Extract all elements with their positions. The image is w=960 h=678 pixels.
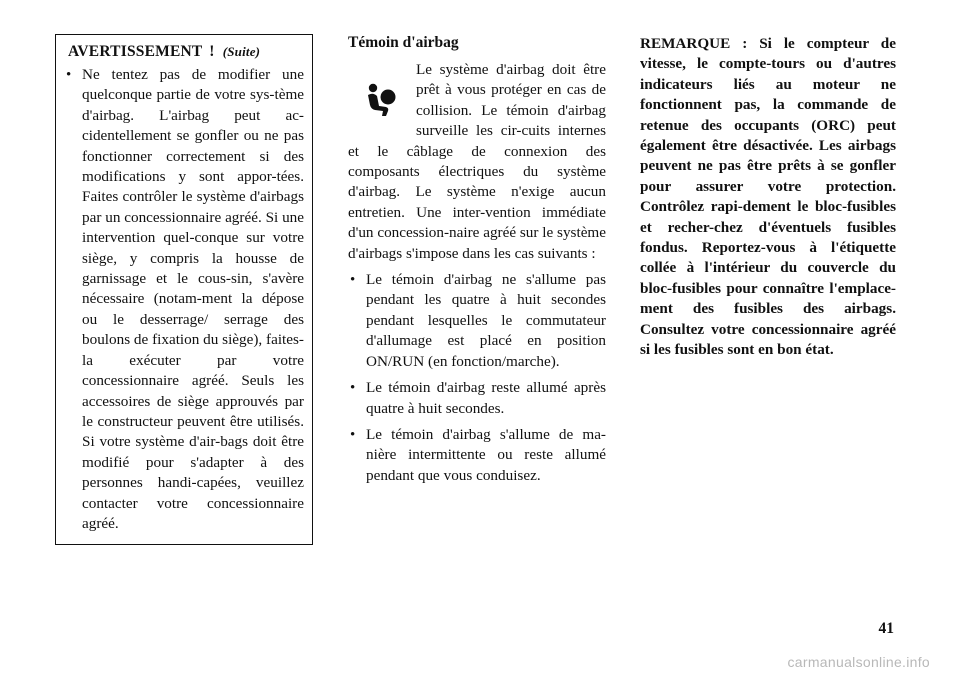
list-item — [348, 425, 606, 486]
airbag-section-title: Témoin d'airbag — [348, 34, 459, 51]
list-item — [348, 378, 606, 419]
list-item-text: Le témoin d'airbag s'allume de ma-nière intermittente ou reste allumé pendant que vous conduisez. — [366, 425, 606, 484]
airbag-conditions-list — [348, 270, 606, 486]
note-paragraph: REMARQUE : Si le compteur de vitesse, le compte-tours ou d'autres indicateurs liés au moteur ne fonctionnent pas, la commande de retenue des occupants (ORC) peut également être désactivée. Les airbags peuvent ne pas être prêts à se gonfler pour assurer votre protection. Contrôlez rapi-dement le bloc-fusibles et recher-chez d'éventuels fusibles fondus. Reportez-vous à l'étiquette collée à l'intérieur du couvercle du bloc-fusibles pour connaître l'emplace-ment des fusibles des airbags. Consultez votre concessionnaire agréé si les fusibles sont en bon état. — [640, 35, 896, 359]
list-item-text: Le témoin d'airbag reste allumé après quatre à huit secondes. — [366, 379, 606, 417]
warning-suite-label: (Suite) — [222, 44, 261, 59]
right-column — [640, 34, 896, 361]
left-column — [55, 34, 313, 545]
bullet-icon: • — [350, 272, 356, 289]
list-item — [348, 270, 606, 372]
bullet-icon: • — [350, 380, 356, 397]
warning-exclamation-icon: ! — [209, 43, 215, 60]
warning-list — [64, 65, 304, 534]
warning-list-item — [64, 65, 304, 534]
airbag-intro-text: Le système d'airbag doit être prêt à vous protéger en cas de collision. Le témoin d'airbag surveille les cir-cuits internes et le câblage de connexion des composants électriques du système d'airbag. Le système n'exige aucun entretien. Une inter-vention immédiate d'un concession-naire agréé sur le système d'airbags s'impose dans les cas suivants : — [348, 61, 606, 262]
warning-title — [68, 43, 304, 61]
bullet-icon: • — [350, 426, 356, 443]
watermark: carmanualsonline.info — [787, 654, 930, 670]
airbag-warning-light-icon — [348, 60, 412, 140]
list-item-text: Le témoin d'airbag ne s'allume pas pendant les quatre à huit secondes pendant lesquelles le commutateur d'allumage est placé en position ON/RUN (en fonction/marche). — [366, 271, 606, 370]
warning-box — [55, 34, 313, 545]
bullet-icon: • — [66, 67, 72, 83]
middle-column — [348, 34, 606, 492]
page-number: 41 — [878, 620, 894, 637]
warning-title-text: AVERTISSEMENT — [68, 43, 203, 60]
warning-item-text: Ne tentez pas de modifier une quelconque partie de votre sys-tème d'airbag. L'airbag peut ac-cidentellement se gonfler ou ne pas fonctionner correctement si des modifications y sont appor-tées. Faites contrôler le système d'airbags par un concessionnaire agréé. Si une intervention quel-conque sur votre siège, y compris la housse de garnissage et le cous-sin, s'avère nécessaire (notam-ment la dépose ou le desserrage/ serrage des boulons de fixation du siège), faites-la exécuter par votre concessionnaire agréé. Seuls les accessoires de siège approuvés par le constructeur peuvent être utilisés. Si votre système d'air-bags doit être modifié pour s'adapter à des personnes handi-capées, veuillez contacter votre concessionnaire agréé. — [82, 66, 304, 532]
airbag-intro — [348, 60, 606, 270]
